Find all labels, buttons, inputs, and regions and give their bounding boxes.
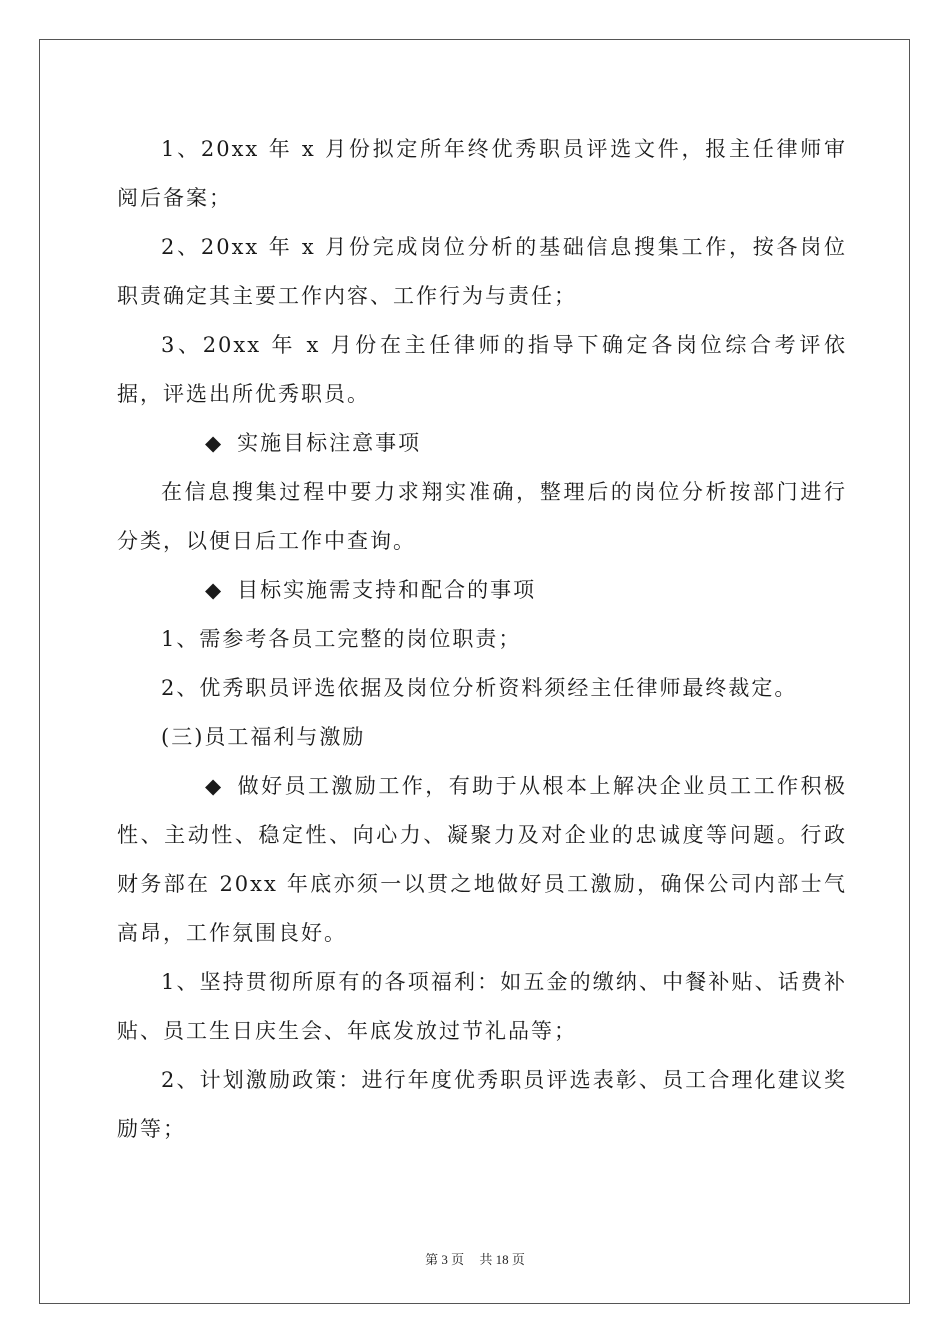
diamond-bullet-icon: ◆	[205, 774, 224, 798]
paragraph: 1、20xx 年 x 月份拟定所年终优秀职员评选文件，报主任律师审阅后备案；	[117, 137, 847, 210]
paragraph: 2、优秀职员评选依据及岗位分析资料须经主任律师最终裁定。	[161, 676, 798, 700]
paragraph: 1、需参考各员工完整的岗位职责；	[161, 627, 522, 651]
paragraph: 3、20xx 年 x 月份在主任律师的指导下确定各岗位综合考评依据，评选出所优秀职员。	[117, 333, 847, 406]
diamond-bullet-icon: ◆	[205, 431, 224, 455]
paragraph: 1、坚持贯彻所原有的各项福利：如五金的缴纳、中餐补贴、话费补贴、员工生日庆生会、年底发放过节礼品等；	[117, 970, 847, 1043]
bullet-heading-text: 目标实施需支持和配合的事项	[237, 578, 537, 602]
bullet-heading	[117, 566, 847, 615]
paragraph: 在信息搜集过程中要力求翔实准确，整理后的岗位分析按部门进行分类，以便日后工作中查询。	[117, 480, 847, 553]
document-body	[117, 125, 847, 1154]
bullet-heading	[117, 419, 847, 468]
paragraph: 2、计划激励政策：进行年度优秀职员评选表彰、员工合理化建议奖励等；	[117, 1068, 847, 1141]
section-heading: (三)员工福利与激励	[161, 725, 366, 749]
bullet-heading-text: 实施目标注意事项	[237, 431, 422, 455]
page-footer	[0, 1249, 950, 1268]
page-number: 第 3 页	[425, 1252, 465, 1267]
bullet-paragraph	[117, 762, 847, 958]
bullet-paragraph-text: 做好员工激励工作，有助于从根本上解决企业员工工作积极性、主动性、稳定性、向心力、凝聚力及对企业的忠诚度等问题。行政财务部在 20xx 年底亦须一以贯之地做好员工激励，确保公司内部士气高昂，工作氛围良好。	[117, 774, 847, 945]
page-total: 共 18 页	[479, 1252, 525, 1267]
diamond-bullet-icon: ◆	[205, 578, 224, 602]
paragraph: 2、20xx 年 x 月份完成岗位分析的基础信息搜集工作，按各岗位职责确定其主要工作内容、工作行为与责任；	[117, 235, 847, 308]
